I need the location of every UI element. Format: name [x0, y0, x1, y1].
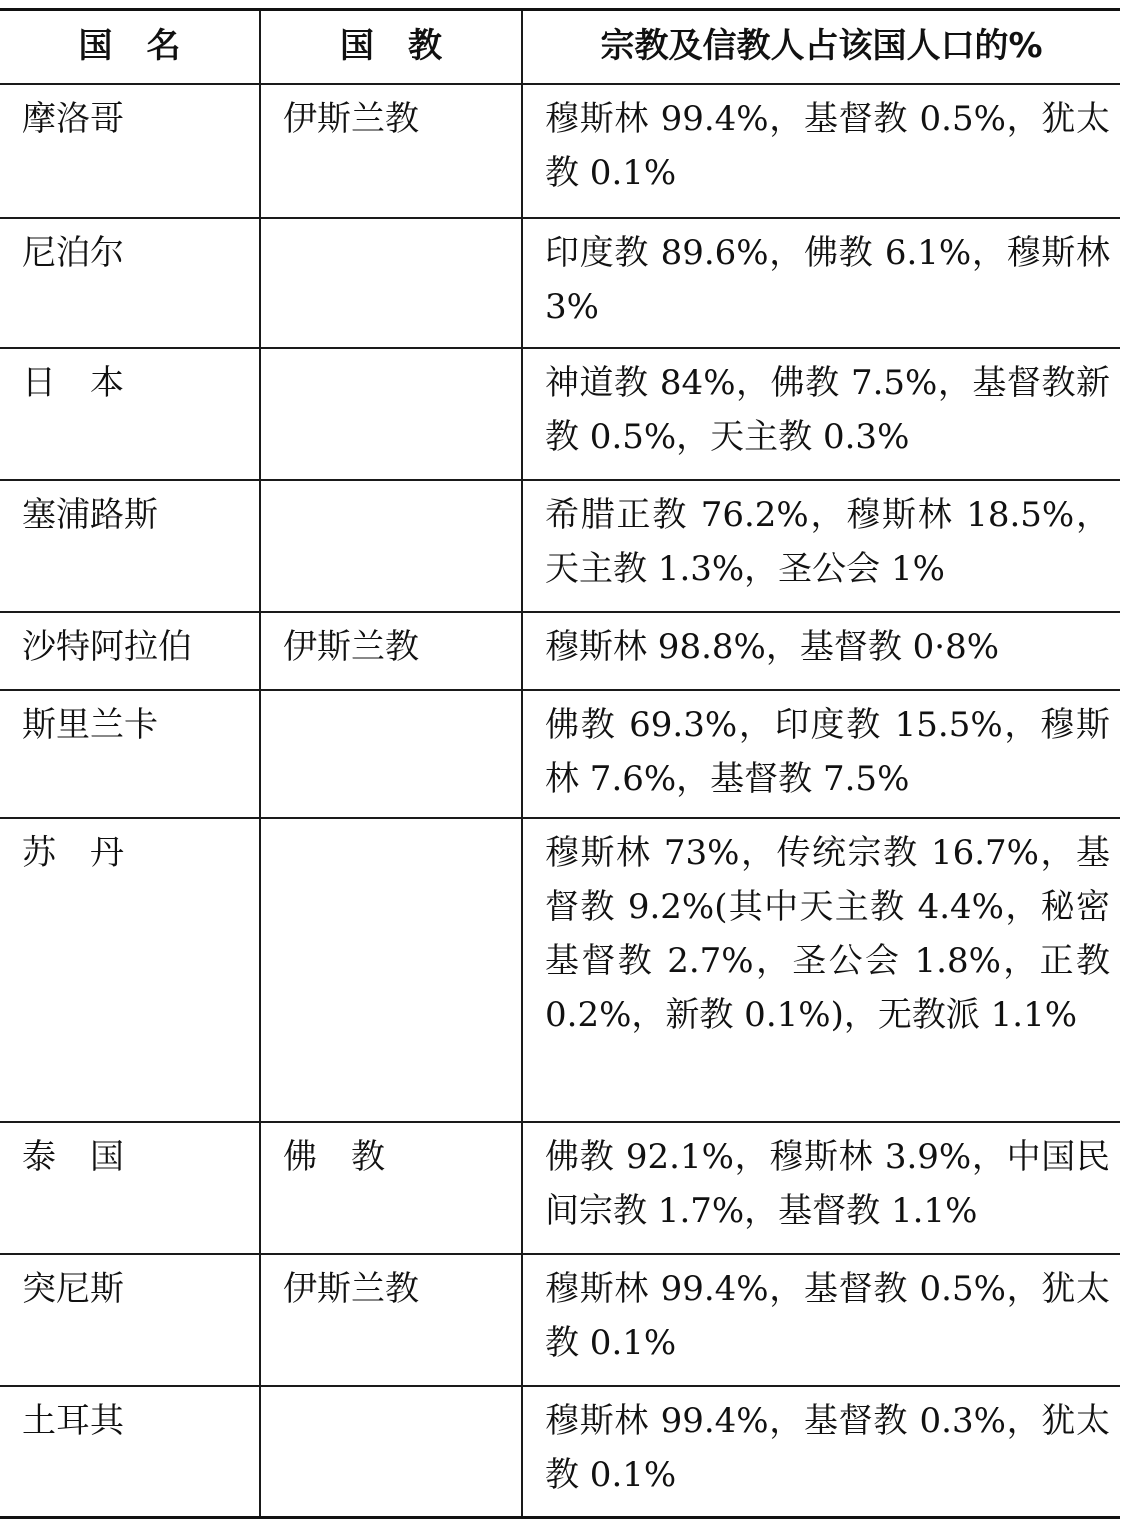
header-row	[0, 10, 1120, 84]
country-cell: 泰 国	[0, 1122, 260, 1254]
header-country: 国 名	[0, 10, 260, 84]
table-row	[0, 348, 1120, 480]
state-religion-cell	[260, 348, 522, 480]
religions-cell: 穆斯林 99.4%，基督教 0.3%，犹太教 0.1%	[522, 1386, 1120, 1518]
state-religion-cell: 伊斯兰教	[260, 1254, 522, 1386]
country-cell: 日 本	[0, 348, 260, 480]
table-row	[0, 1122, 1120, 1254]
country-cell: 沙特阿拉伯	[0, 612, 260, 690]
religion-table	[0, 8, 1120, 1519]
religions-cell: 穆斯林 99.4%，基督教 0.5%，犹太教 0.1%	[522, 1254, 1120, 1386]
state-religion-cell	[260, 1386, 522, 1518]
table-row	[0, 84, 1120, 218]
religions-cell: 佛教 92.1%，穆斯林 3.9%，中国民间宗教 1.7%，基督教 1.1%	[522, 1122, 1120, 1254]
country-cell: 苏 丹	[0, 818, 260, 1122]
state-religion-cell	[260, 218, 522, 348]
table-row	[0, 690, 1120, 818]
country-cell: 突尼斯	[0, 1254, 260, 1386]
country-cell: 摩洛哥	[0, 84, 260, 218]
religions-cell: 佛教 69.3%，印度教 15.5%，穆斯林 7.6%，基督教 7.5%	[522, 690, 1120, 818]
header-religions: 宗教及信教人占该国人口的%	[522, 10, 1120, 84]
religions-cell: 穆斯林 98.8%，基督教 0·8%	[522, 612, 1120, 690]
religions-cell: 希腊正教 76.2%，穆斯林 18.5%，天主教 1.3%，圣公会 1%	[522, 480, 1120, 612]
table-row	[0, 218, 1120, 348]
state-religion-cell: 伊斯兰教	[260, 612, 522, 690]
table-row	[0, 612, 1120, 690]
state-religion-cell	[260, 480, 522, 612]
religions-cell: 穆斯林 99.4%，基督教 0.5%，犹太教 0.1%	[522, 84, 1120, 218]
religions-cell: 印度教 89.6%，佛教 6.1%，穆斯林 3%	[522, 218, 1120, 348]
header-state-religion: 国 教	[260, 10, 522, 84]
country-cell: 尼泊尔	[0, 218, 260, 348]
country-cell: 斯里兰卡	[0, 690, 260, 818]
table-row	[0, 1386, 1120, 1518]
state-religion-cell	[260, 690, 522, 818]
table-row	[0, 818, 1120, 1122]
country-cell: 塞浦路斯	[0, 480, 260, 612]
state-religion-cell: 佛 教	[260, 1122, 522, 1254]
religions-cell: 穆斯林 73%，传统宗教 16.7%，基督教 9.2%(其中天主教 4.4%，秘密基督教 2.7%，圣公会 1.8%，正教 0.2%，新教 0.1%)，无教派 1.1%	[522, 818, 1120, 1122]
state-religion-cell: 伊斯兰教	[260, 84, 522, 218]
religions-cell: 神道教 84%，佛教 7.5%，基督教新教 0.5%，天主教 0.3%	[522, 348, 1120, 480]
table-row	[0, 1254, 1120, 1386]
table-row	[0, 480, 1120, 612]
state-religion-cell	[260, 818, 522, 1122]
country-cell: 土耳其	[0, 1386, 260, 1518]
